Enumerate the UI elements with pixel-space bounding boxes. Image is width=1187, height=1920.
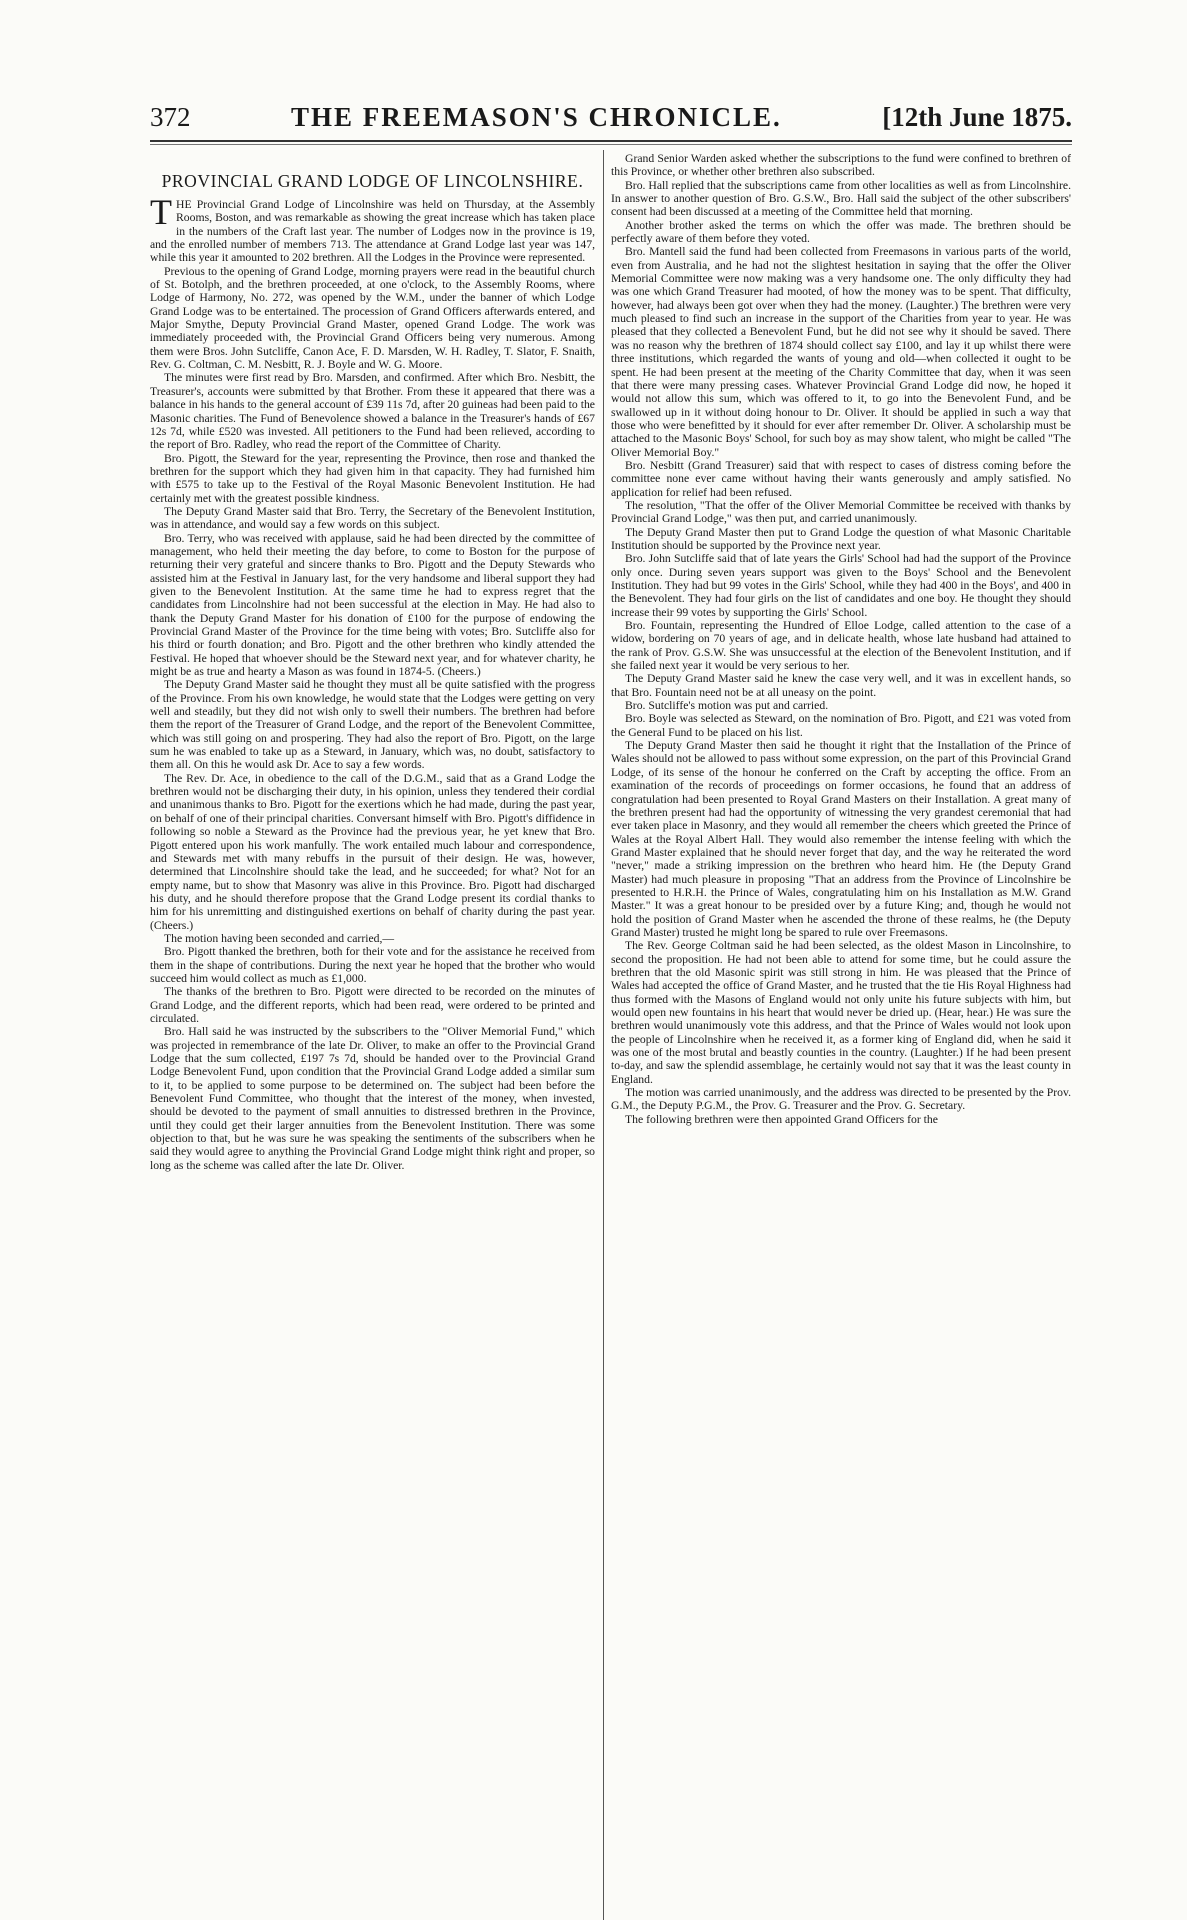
article-paragraph: The Rev. Dr. Ace, in obedience to the call of the D.G.M., said that as a Grand Lodge the brethren would not be discharging their duty, in his opinion, unless they tendered their cordial and unanimous thanks to Bro. Pigott for the exertions which he had made, during the past year, on behalf of one of their principal charities. Conversant himself with Bro. Pigott's diffidence in following so noble a Steward as the Province had the previous year, he yet knew that Bro. Pigott entered upon his work manfully. The work entailed much labour and correspondence, and Stewards met with many rebuffs in the pursuit of their design. He was, however, determined that Lincolnshire should take the lead, and he succeeded; for what? Not for an empty name, but to show that Masonry was alive in this Province. Bro. Pigott had discharged his duty, and he should therefore propose that the Grand Lodge present its cordial thanks to him for his unremitting and distinguished exertions on behalf of charity during the past year. (Cheers.) [150, 771, 595, 932]
article-paragraph: Bro. Fountain, representing the Hundred of Elloe Lodge, called attention to the case of a widow, bordering on 70 years of age, and in delicate health, whose late husband had attained to the rank of Prov. G.S.W. She was unsuccessful at the election of the Benevolent Institution, and if she failed next year it would be very serious to her. [611, 619, 1071, 673]
paragraph-text: HE Provincial Grand Lodge of Lincolnshire was held on Thursday, at the Assembly Rooms, Boston, and was remarkable as showing the great increase which has taken place in the numbers of the Craft last year. The number of Lodges now in the province is 19, and the enrolled number of members 713. The attendance at Grand Lodge last year was 147, while this year it amounted to 202 brethren. All the Lodges in the Province were represented. [150, 198, 595, 265]
article-paragraph: The following brethren were then appointed Grand Officers for the [625, 1112, 938, 1126]
right-column-body [611, 152, 1071, 1126]
article-paragraph: Bro. Boyle was selected as Steward, on the nomination of Bro. Pigott, and £21 was voted from the General Fund to be placed on his list. [611, 712, 1071, 739]
article-paragraph: The motion having been seconded and carried,— [164, 931, 395, 945]
article-paragraph: Bro. Pigott thanked the brethren, both for their vote and for the assistance he received from them in the shape of contributions. During the next year he hoped that the brother who would succeed him would collect as much as £1,000. [150, 945, 595, 985]
column-divider [603, 150, 604, 1920]
article-paragraph: Bro. Hall said he was instructed by the subscribers to the "Oliver Memorial Fund," which was projected in remembrance of the late Dr. Oliver, to make an offer to the Provincial Grand Lodge that the sum collected, £197 7s 7d, should be handed over to the Provincial Grand Lodge Benevolent Fund, upon condition that the Provincial Grand Lodge added a similar sum to it, to be applied to some purpose to be determined on. The subject had been before the Benevolent Fund Committee, who thought that the interest of the money, when invested, should be devoted to the payment of small annuities to distressed brethren in the Province, until they could get their larger annuities from the Benevolent Institution. There was some objection to that, but he was sure he was speaking the sentiments of the subscribers when he said they would agree to anything the Provincial Grand Lodge might think right and proper, so long as the scheme was called after the late Dr. Oliver. [150, 1025, 595, 1172]
article-paragraph: The Rev. George Coltman said he had been selected, as the oldest Mason in Lincolnshire, to second the proposition. He had not been able to attend for some time, but he could assure the brethren that the old Masonic spirit was still strong in him. He was pleased that the Prince of Wales had accepted the office of Grand Master, and he trusted that the tie His Royal Highness had thus formed with the Masons of England would not only unite his future subjects with him, but would open new fountains in his heart that would never be dried up. (Hear, hear.) He was sure the brethren would unanimously vote this address, and that the Prince of Wales would not look upon the people of Lincolnshire when he received it, as a former king of England did, when he said it was one of the most brutal and beastly counties in the country. (Laughter.) If he had been present to-day, and saw the splendid assemblage, he certainly would not say that it was the least county in England. [611, 939, 1071, 1086]
right-column [611, 152, 1071, 1920]
article-paragraph: The Deputy Grand Master said he thought they must all be quite satisfied with the progress of the Province. From his own knowledge, he would state that the Lodges were getting on very well and steadily, but they did not wish only to swell their numbers. The brethren had before them the report of the Treasurer of Grand Lodge, and the report of the Benevolent Committee, which was still going on and prospering. They had also the report of Bro. Pigott, on the large sum he was enabled to take up as a Steward, in January, which was, no doubt, satisfactory to them all. On this he would ask Dr. Ace to say a few words. [150, 678, 595, 772]
page-number: 372 [150, 102, 191, 132]
article-paragraph: The Deputy Grand Master then put to Grand Lodge the question of what Masonic Charitable Institution should be supported by the Province next year. [611, 525, 1071, 552]
article-paragraph: The resolution, "That the offer of the Oliver Memorial Committee be received with thanks by Provincial Grand Lodge," was then put, and carried unanimously. [611, 498, 1071, 526]
issue-date: [12th June 1875. [882, 102, 1072, 132]
article-paragraph: Bro. Mantell said the fund had been collected from Freemasons in various parts of the world, even from Australia, and he had not the slightest hesitation in saying that the offer the Oliver Memorial Committee were now making was a very handsome one. The only difficulty they had was one which Grand Treasurer had mooted, of how the money was to be spent. That difficulty, however, had always been got over when they had the money. (Laughter.) The brethren were very much pleased to find such an increase in the support of the Charities from year to year. He was pleased that they collected a Benevolent Fund, but he did not see why it should be saved. There was no reason why the brethren of 1874 should collect say £100, and lay it up whilst there were three institutions, which regarded the wants of young and old—when collected it ought to be spent. He had been present at the meeting of the Charity Committee that day, when it was seen that there were many pressing cases. Whatever Provincial Grand Lodge did now, he hoped it would not allow this sum, which was offered to it, to go into the Benevolent Fund, and be swallowed up in it without doing honour to Dr. Oliver. It should be applied in such a way that those who were benefitted by it should for ever after remember Dr. Oliver. A scholarship must be attached to the Masonic Boys' School, for such boy as may show talent, who might be called "The Oliver Memorial Boy." [611, 245, 1071, 459]
article-paragraph: The minutes were first read by Bro. Marsden, and confirmed. After which Bro. Nesbitt, the Treasurer's, accounts were submitted by that Brother. From these it appeared that there was a balance in his hands to the general account of £39 11s 7d, after 20 guineas had been paid to the Masonic charities. The Fund of Benevolence showed a balance in the Treasurer's hands of £67 12s 7d, while £520 was invested. All petitioners to the Fund had been relieved, according to the report of Bro. Radley, who read the report of the Committee of Charity. [150, 371, 595, 452]
left-column-body [150, 192, 595, 1172]
masthead [150, 102, 1072, 136]
article-paragraph: Previous to the opening of Grand Lodge, morning prayers were read in the beautiful church of St. Botolph, and the brethren proceeded, at one o'clock, to the Assembly Rooms, where Lodge of Harmony, No. 272, was opened by the W.M., under the banner of which Lodge Grand Lodge was to be entertained. The procession of Grand Officers afterwards entered, and Major Smythe, Deputy Provincial Grand Master, opened Grand Lodge. The work was immediately proceeded with, the Provincial Grand Officers being very numerous. Among them were Bros. John Sutcliffe, Canon Ace, F. D. Marsden, W. H. Radley, T. Slator, F. Snaith, Rev. G. Coltman, C. M. Nesbitt, R. J. Boyle and W. G. Moore. [150, 264, 595, 372]
left-column [150, 152, 595, 1920]
article-paragraph: The Deputy Grand Master said that Bro. Terry, the Secretary of the Benevolent Institution, was in attendance, and would say a few words on this subject. [150, 504, 595, 532]
article-heading: PROVINCIAL GRAND LODGE OF LINCOLNSHIRE. [161, 171, 584, 191]
article-paragraph: Bro. Hall replied that the subscriptions came from other localities as well as from Lincolnshire. In answer to another question of Bro. G.S.W., Bro. Hall said the subject of the other subscribers' consent had been discussed at a meeting of the Committee held that morning. [611, 178, 1071, 219]
article-paragraph: Bro. Sutcliffe's motion was put and carried. [625, 699, 829, 713]
article-paragraph [150, 192, 595, 265]
article-paragraph: Bro. Terry, who was received with applause, said he had been directed by the committee of management, who held their meeting the day before, to come to Boston for the purpose of returning their very grateful and sincere thanks to Bro. Pigott and the Deputy Stewards who assisted him at the Festival in January last, for the very handsome and liberal support they had given to the Benevolent Institution. At the same time he had to express regret that the candidates from Lincolnshire had not been successful at the election in May. He had also to thank the Deputy Grand Master for his donation of £100 for the purpose of endowing the Provincial Grand Master of the Province for the time being with votes; Bro. Sutcliffe also for his third or fourth donation; and Bro. Pigott and the other brethren who kindly attended the Festival. He hoped that whoever should be the Steward next year, and for whatever charity, he might be as true and hearty a Mason as was found in 1874-5. (Cheers.) [150, 531, 595, 679]
article-paragraph: The motion was carried unanimously, and the address was directed to be presented by the Prov. G.M., the Deputy P.G.M., the Prov. G. Treasurer and the Prov. G. Secretary. [611, 1086, 1071, 1113]
article-paragraph: Bro. John Sutcliffe said that of late years the Girls' School had had the support of the Province only once. During seven years support was given to the Boys' School and the Benevolent Institution. They had but 99 votes in the Girls' School, while they had 400 in the Boys', and 400 in the Benevolent. They had four girls on the list of candidates and one boy. He thought they should increase their 99 votes by supporting the Girls' School. [611, 552, 1071, 619]
masthead-rule-thin [150, 144, 1072, 145]
drop-cap: T [150, 192, 172, 232]
article-paragraph: Another brother asked the terms on which the offer was made. The brethren should be perfectly aware of them before they voted. [611, 218, 1071, 246]
article-paragraph: Grand Senior Warden asked whether the subscriptions to the fund were confined to brethren of this Province, or whether other brethren also subscribed. [611, 152, 1071, 179]
article-paragraph: Bro. Pigott, the Steward for the year, representing the Province, then rose and thanked the brethren for the support which they had given him in that capacity. They had furnished him with £575 to take up to the Festival of the Royal Masonic Benevolent Institution. He had certainly met with the greatest possible kindness. [150, 451, 595, 505]
publication-title: THE FREEMASON'S CHRONICLE. [290, 102, 782, 132]
article-paragraph: The Deputy Grand Master said he knew the case very well, and it was in excellent hands, so that Bro. Fountain need not be at all uneasy on the point. [611, 672, 1071, 699]
article-paragraph: Bro. Nesbitt (Grand Treasurer) said that with respect to cases of distress coming before the committee none ever came without having their wants generously and amply satisfied. No application for relief had been refused. [611, 458, 1071, 499]
masthead-rule [150, 140, 1072, 142]
article-paragraph: The Deputy Grand Master then said he thought it right that the Installation of the Prince of Wales should not be allowed to pass without some expression, on the part of this Provincial Grand Lodge, of its sense of the honour he conferred on the Craft by accepting the office. From an examination of the records of proceedings on former occasions, he found that an address of congratulation had been presented to Royal Grand Masters on their Installation. A great many of the brethren present had had the opportunity of witnessing the very grandest ceremonial that had ever taken place in Masonry, and they would all remember the cheers which greeted the Prince of Wales at the Royal Albert Hall. They would also remember the intense feeling with which the Grand Master explained that he should never forget that day, and the way he reiterated the word "never," made a striking impression on the brethren who heard him. He (the Deputy Grand Master) had much pleasure in proposing "That an address from the Province of Lincolnshire be presented to H.R.H. the Prince of Wales, congratulating him on his Installation as M.W. Grand Master." It was a great honour to be presided over by a future King; and, though he would not hold the position of Grand Master when he ascended the throne of these realms, he (the Deputy Grand Master) trusted he might long be spared to rule over Freemasons. [611, 739, 1071, 939]
article-paragraph: The thanks of the brethren to Bro. Pigott were directed to be recorded on the minutes of Grand Lodge, and the different reports, which had been read, were ordered to be printed and circulated. [150, 985, 595, 1025]
